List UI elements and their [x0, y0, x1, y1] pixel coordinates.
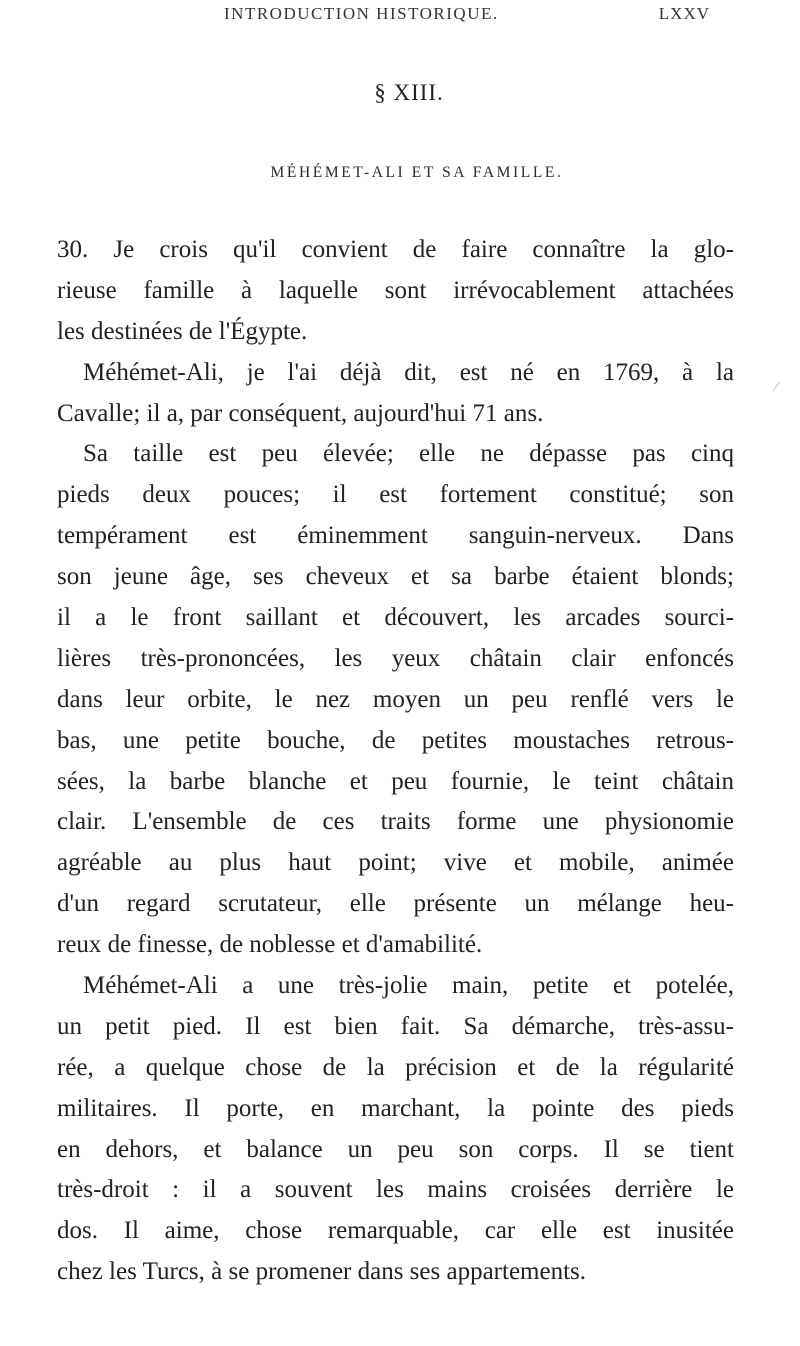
- text-line: lières très-prononcées, les yeux châtain clair enfoncés: [57, 644, 734, 672]
- text-line: agréable au plus haut point; vive et mobile, animée: [57, 849, 734, 877]
- text-line: Méhémet-Ali, je l'ai déjà dit, est né en 1769, à la: [83, 358, 734, 386]
- text-line: chez les Turcs, à se promener dans ses appartements.: [57, 1258, 587, 1286]
- running-head: [200, 4, 710, 30]
- text-line: dans leur orbite, le nez moyen un peu renflé vers le: [57, 685, 734, 713]
- text-line: 30. Je crois qu'il convient de faire connaître la glo-: [57, 236, 734, 263]
- margin-mark: ⁄: [775, 380, 778, 395]
- running-head-title: INTRODUCTION HISTORIQUE.: [224, 4, 499, 23]
- text-line: il a le front saillant et découvert, les arcades sourci-: [57, 604, 734, 632]
- text-line: bas, une petite bouche, de petites moustaches retrous-: [57, 726, 734, 754]
- text-line: très-droit : il a souvent les mains croisées derrière le: [57, 1176, 734, 1204]
- text-line: Sa taille est peu élevée; elle ne dépasse pas cinq: [83, 440, 734, 468]
- text-line: pieds deux pouces; il est fortement constitué; son: [57, 481, 734, 509]
- text-line: rieuse famille à laquelle sont irrévocablement attachées: [57, 276, 734, 304]
- text-line: rée, a quelque chose de la précision et de la régularité: [57, 1053, 734, 1081]
- body-text: [57, 230, 734, 1293]
- text-line: sées, la barbe blanche et peu fournie, le teint châtain: [57, 767, 734, 795]
- text-line: tempérament est éminemment sanguin-nerveux. Dans: [57, 522, 734, 550]
- text-line: dos. Il aime, chose remarquable, car elle est inusitée: [57, 1217, 734, 1245]
- text-line: d'un regard scrutateur, elle présente un mélange heu-: [57, 890, 734, 918]
- text-line: les destinées de l'Égypte.: [57, 317, 308, 345]
- section-title: MÉHÉMET-ALI ET SA FAMILLE.: [270, 164, 564, 181]
- text-line: son jeune âge, ses cheveux et sa barbe étaient blonds;: [57, 563, 734, 591]
- text-line: militaires. Il porte, en marchant, la pointe des pieds: [57, 1094, 734, 1122]
- text-line: reux de finesse, de noblesse et d'amabilité.: [57, 931, 483, 959]
- section-number: § XIII.: [374, 80, 444, 105]
- page-number: LXXV: [658, 4, 710, 23]
- text-line: un petit pied. Il est bien fait. Sa démarche, très-assu-: [57, 1012, 734, 1040]
- text-line: Méhémet-Ali a une très-jolie main, petite et potelée,: [83, 972, 734, 1000]
- text-line: en dehors, et balance un peu son corps. Il se tient: [57, 1135, 734, 1163]
- text-line: clair. L'ensemble de ces traits forme une physionomie: [57, 808, 734, 836]
- text-line: Cavalle; il a, par conséquent, aujourd'hui 71 ans.: [57, 399, 544, 427]
